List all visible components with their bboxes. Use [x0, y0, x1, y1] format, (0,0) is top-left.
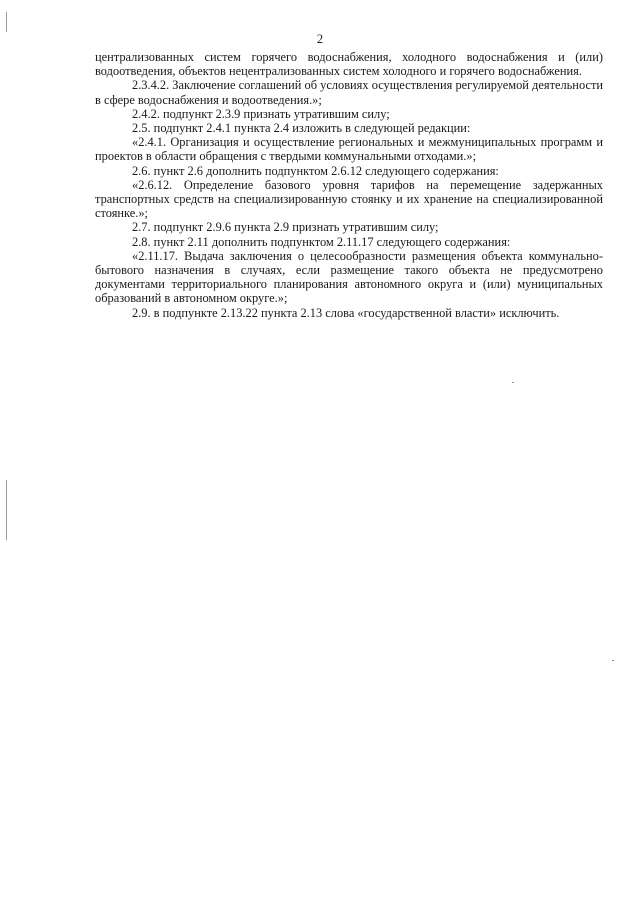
paragraph: «2.6.12. Определение базового уровня тарифов на перемещение задержанных транспортных средств на специализированную стоянку и их хранение на специализированной стоянке.»; [95, 177, 603, 221]
scan-edge-mark [6, 480, 7, 540]
paragraph: 2.5. подпункт 2.4.1 пункта 2.4 изложить в следующей редакции: [132, 121, 471, 136]
scan-edge-mark [6, 12, 7, 32]
paragraph: «2.11.17. Выдача заключения о целесообразности размещения объекта коммунально-бытового назначения в случаях, если размещение такого объекта не предусмотрено документами территориального планирования автономного округа и (или) муниципальных образований в автономном округе.»; [95, 248, 603, 306]
paragraph: 2.8. пункт 2.11 дополнить подпунктом 2.11.17 следующего содержания: [132, 234, 511, 249]
paragraph: 2.4.2. подпункт 2.3.9 признать утратившим силу; [132, 106, 390, 121]
paragraph: «2.4.1. Организация и осуществление региональных и межмуниципальных программ и проектов в области обращения с твердыми коммунальными отходами.»; [95, 135, 603, 164]
paragraph: 2.7. подпункт 2.9.6 пункта 2.9 признать утратившим силу; [132, 220, 439, 235]
scan-speck [512, 382, 514, 383]
scan-speck [612, 660, 614, 661]
paragraph: 2.6. пункт 2.6 дополнить подпунктом 2.6.12 следующего содержания: [132, 163, 499, 178]
paragraph: централизованных систем горячего водоснабжения, холодного водоснабжения и (или) водоотведения, объектов нецентрализованных систем холодного и горячего водоснабжения. [95, 50, 603, 79]
paragraph: 2.9. в подпункте 2.13.22 пункта 2.13 слова «государственной власти» исключить. [132, 305, 560, 320]
page-number: 2 [316, 32, 324, 46]
document-body [95, 50, 603, 320]
paragraph: 2.3.4.2. Заключение соглашений об условиях осуществления регулируемой деятельности в сфере водоснабжения и водоотведения.»; [95, 78, 603, 107]
